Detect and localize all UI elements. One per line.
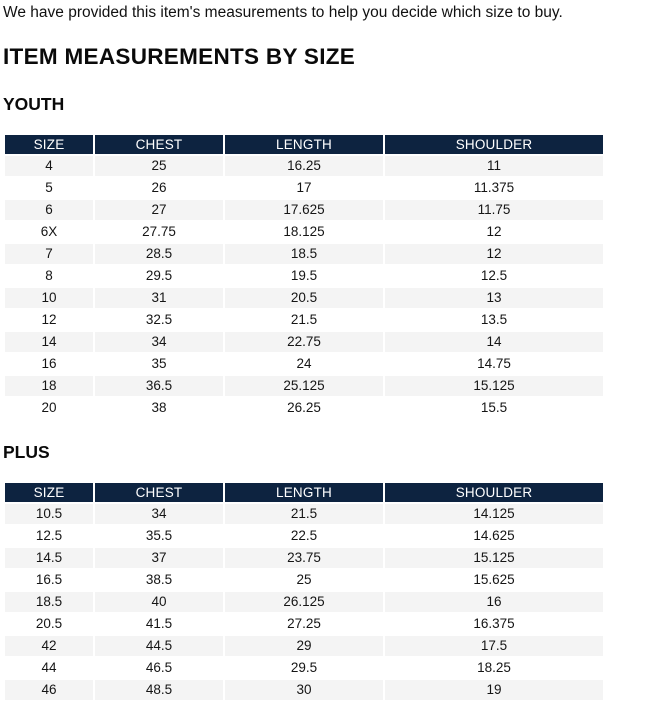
column-header-length: LENGTH: [225, 135, 383, 154]
table-row: [5, 526, 603, 546]
shoulder-cell: 12: [385, 222, 603, 242]
chest-cell: 28.5: [95, 244, 223, 264]
table-row: [5, 156, 603, 176]
table-row: [5, 222, 603, 242]
chest-cell: 32.5: [95, 310, 223, 330]
size-cell: 42: [5, 636, 93, 656]
chest-cell: 37: [95, 548, 223, 568]
shoulder-cell: 16.375: [385, 614, 603, 634]
length-cell: 18.125: [225, 222, 383, 242]
length-cell: 26.125: [225, 592, 383, 612]
length-cell: 29.5: [225, 658, 383, 678]
table-row: [5, 548, 603, 568]
size-cell: 6X: [5, 222, 93, 242]
youth-table-body: [5, 156, 603, 418]
chest-cell: 27.75: [95, 222, 223, 242]
length-cell: 22.75: [225, 332, 383, 352]
table-row: [5, 244, 603, 264]
shoulder-cell: 17.5: [385, 636, 603, 656]
size-cell: 12.5: [5, 526, 93, 546]
youth-section-title: YOUTH: [3, 94, 65, 114]
table-row: [5, 398, 603, 418]
size-cell: 44: [5, 658, 93, 678]
table-row: [5, 376, 603, 396]
chest-cell: 40: [95, 592, 223, 612]
length-cell: 17.625: [225, 200, 383, 220]
column-header-shoulder: SHOULDER: [385, 135, 603, 154]
youth-size-table: [3, 133, 605, 420]
table-row: [5, 354, 603, 374]
column-header-chest: CHEST: [95, 483, 223, 502]
shoulder-cell: 12: [385, 244, 603, 264]
shoulder-cell: 19: [385, 680, 603, 700]
table-row: [5, 680, 603, 700]
table-row: [5, 310, 603, 330]
table-row: [5, 570, 603, 590]
size-cell: 16.5: [5, 570, 93, 590]
shoulder-cell: 15.125: [385, 548, 603, 568]
shoulder-cell: 14.75: [385, 354, 603, 374]
table-row: [5, 178, 603, 198]
column-header-size: SIZE: [5, 135, 93, 154]
shoulder-cell: 11.375: [385, 178, 603, 198]
column-header-size: SIZE: [5, 483, 93, 502]
shoulder-cell: 13: [385, 288, 603, 308]
shoulder-cell: 11.75: [385, 200, 603, 220]
shoulder-cell: 16: [385, 592, 603, 612]
size-cell: 4: [5, 156, 93, 176]
shoulder-cell: 14.125: [385, 504, 603, 524]
shoulder-cell: 13.5: [385, 310, 603, 330]
table-header-row: [5, 135, 603, 154]
shoulder-cell: 18.25: [385, 658, 603, 678]
size-cell: 8: [5, 266, 93, 286]
table-row: [5, 266, 603, 286]
table-row: [5, 614, 603, 634]
shoulder-cell: 15.625: [385, 570, 603, 590]
length-cell: 19.5: [225, 266, 383, 286]
column-header-chest: CHEST: [95, 135, 223, 154]
length-cell: 25.125: [225, 376, 383, 396]
length-cell: 21.5: [225, 504, 383, 524]
shoulder-cell: 11: [385, 156, 603, 176]
chest-cell: 35.5: [95, 526, 223, 546]
column-header-shoulder: SHOULDER: [385, 483, 603, 502]
intro-text: We have provided this item's measurements to help you decide which size to buy.: [3, 4, 563, 21]
length-cell: 26.25: [225, 398, 383, 418]
length-cell: 21.5: [225, 310, 383, 330]
chest-cell: 31: [95, 288, 223, 308]
table-header-row: [5, 483, 603, 502]
size-cell: 10: [5, 288, 93, 308]
chest-cell: 35: [95, 354, 223, 374]
table-row: [5, 658, 603, 678]
length-cell: 16.25: [225, 156, 383, 176]
length-cell: 30: [225, 680, 383, 700]
plus-table-body: [5, 504, 603, 700]
length-cell: 27.25: [225, 614, 383, 634]
size-cell: 14.5: [5, 548, 93, 568]
table-row: [5, 332, 603, 352]
column-header-length: LENGTH: [225, 483, 383, 502]
shoulder-cell: 15.125: [385, 376, 603, 396]
table-row: [5, 200, 603, 220]
table-row: [5, 592, 603, 612]
length-cell: 25: [225, 570, 383, 590]
chest-cell: 36.5: [95, 376, 223, 396]
length-cell: 18.5: [225, 244, 383, 264]
chest-cell: 38.5: [95, 570, 223, 590]
page-title: ITEM MEASUREMENTS BY SIZE: [3, 44, 356, 69]
table-row: [5, 636, 603, 656]
chest-cell: 48.5: [95, 680, 223, 700]
plus-section-title: PLUS: [3, 442, 50, 462]
size-cell: 10.5: [5, 504, 93, 524]
size-cell: 46: [5, 680, 93, 700]
chest-cell: 41.5: [95, 614, 223, 634]
size-cell: 18: [5, 376, 93, 396]
chest-cell: 34: [95, 504, 223, 524]
length-cell: 20.5: [225, 288, 383, 308]
chest-cell: 38: [95, 398, 223, 418]
chest-cell: 46.5: [95, 658, 223, 678]
size-cell: 14: [5, 332, 93, 352]
length-cell: 23.75: [225, 548, 383, 568]
shoulder-cell: 15.5: [385, 398, 603, 418]
table-row: [5, 504, 603, 524]
length-cell: 22.5: [225, 526, 383, 546]
chest-cell: 34: [95, 332, 223, 352]
table-row: [5, 288, 603, 308]
size-cell: 16: [5, 354, 93, 374]
size-cell: 20.5: [5, 614, 93, 634]
chest-cell: 29.5: [95, 266, 223, 286]
shoulder-cell: 12.5: [385, 266, 603, 286]
length-cell: 24: [225, 354, 383, 374]
length-cell: 17: [225, 178, 383, 198]
size-cell: 12: [5, 310, 93, 330]
plus-size-table: [3, 481, 605, 702]
chest-cell: 26: [95, 178, 223, 198]
size-cell: 5: [5, 178, 93, 198]
chest-cell: 27: [95, 200, 223, 220]
size-cell: 6: [5, 200, 93, 220]
shoulder-cell: 14: [385, 332, 603, 352]
length-cell: 29: [225, 636, 383, 656]
chest-cell: 44.5: [95, 636, 223, 656]
size-cell: 18.5: [5, 592, 93, 612]
size-cell: 7: [5, 244, 93, 264]
shoulder-cell: 14.625: [385, 526, 603, 546]
size-cell: 20: [5, 398, 93, 418]
chest-cell: 25: [95, 156, 223, 176]
